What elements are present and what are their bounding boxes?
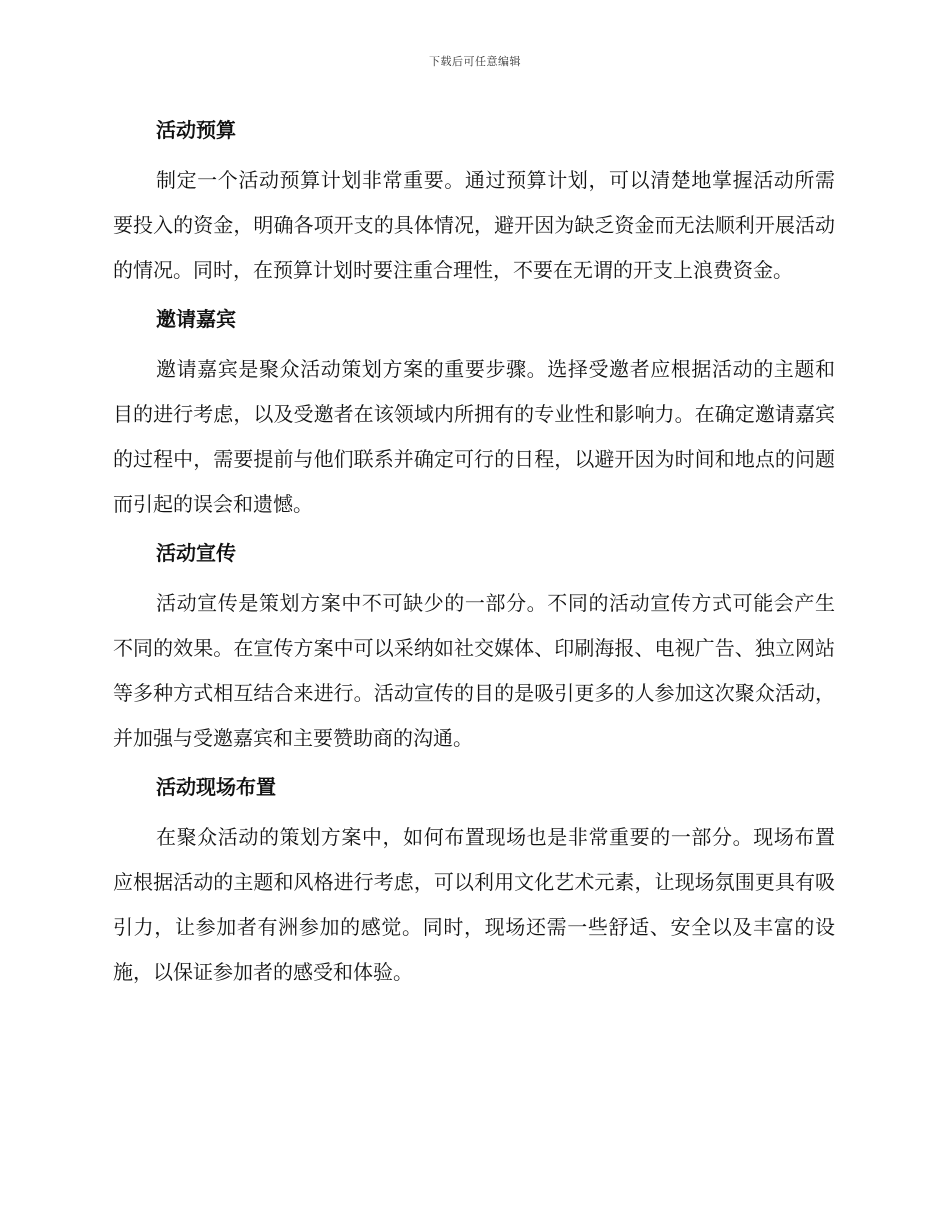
section-heading: 活动现场布置: [156, 775, 276, 799]
document-body: [113, 108, 835, 995]
section-venue-layout: [113, 765, 835, 995]
section-paragraph: 邀请嘉宾是聚众活动策划方案的重要步骤。选择受邀者应根据活动的主题和目的进行考虑，以及受邀者在该领域内所拥有的专业性和影响力。在确定邀请嘉宾的过程中，需要提前与他们联系并确定可行的日程，以避开因为时间和地点的问题而引起的误会和遗憾。: [113, 357, 835, 516]
section-invite-guests: [113, 297, 835, 531]
page-header-note: 下载后可任意编辑: [429, 55, 521, 68]
section-heading: 活动预算: [156, 118, 236, 142]
section-heading: 活动宣传: [156, 541, 236, 565]
section-promotion: [113, 531, 835, 765]
section-budget: [113, 108, 835, 297]
section-paragraph: 制定一个活动预算计划非常重要。通过预算计划，可以清楚地掌握活动所需要投入的资金，明确各项开支的具体情况，避开因为缺乏资金而无法顺利开展活动的情况。同时，在预算计划时要注重合理性，不要在无谓的开支上浪费资金。: [113, 168, 835, 282]
section-paragraph: 在聚众活动的策划方案中，如何布置现场也是非常重要的一部分。现场布置应根据活动的主题和风格进行考虑，可以利用文化艺术元素，让现场氛围更具有吸引力，让参加者有洲参加的感觉。同时，现场还需一些舒适、安全以及丰富的设施，以保证参加者的感受和体验。: [113, 825, 835, 984]
section-paragraph: 活动宣传是策划方案中不可缺少的一部分。不同的活动宣传方式可能会产生不同的效果。在宣传方案中可以采纳如社交媒体、印刷海报、电视广告、独立网站等多种方式相互结合来进行。活动宣传的目的是吸引更多的人参加这次聚众活动，并加强与受邀嘉宾和主要赞助商的沟通。: [113, 591, 835, 750]
section-heading: 邀请嘉宾: [156, 307, 236, 331]
